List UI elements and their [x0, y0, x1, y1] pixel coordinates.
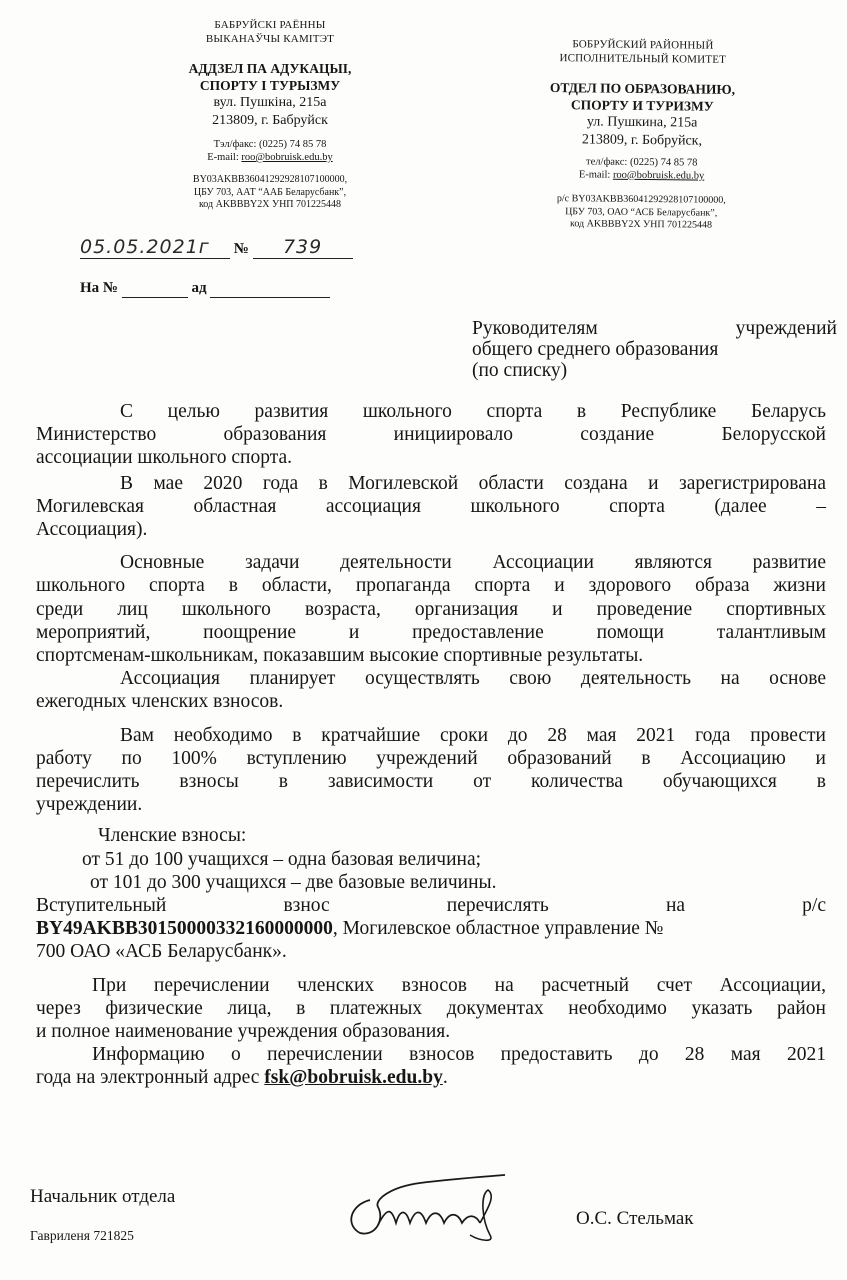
right-letterhead	[521, 37, 763, 233]
left-email-row	[150, 151, 390, 164]
body-line: Ассоциация).	[36, 519, 148, 541]
addressee-line2: общего среднего образования	[472, 339, 719, 360]
addressee-line3: (по списку)	[472, 360, 568, 381]
left-dept-line1: АДДЗЕЛ ПА АДУКАЦЫІ,	[188, 61, 352, 76]
account-rest: , Могилевское областное управление №	[332, 918, 664, 940]
left-org-line1: БАБРУЙСКІ РАЁННЫ	[214, 19, 326, 31]
body-line: Министерство образования инициировало создание Белорусской	[36, 424, 826, 446]
right-phone: тел/факс: (0225) 74 85 78	[586, 156, 698, 169]
fee-item: от 51 до 100 учащихся – одна базовая величина;	[82, 848, 482, 870]
right-bank2: ЦБУ 703, ОАО “АСБ Беларусбанк”,	[565, 205, 718, 219]
number-handwritten: 739	[282, 236, 323, 258]
right-email-label: E-mail:	[578, 169, 614, 181]
fee-item: от 101 до 300 учащихся – две базовые величины.	[90, 871, 497, 893]
body-line: и полное наименование учреждения образования.	[36, 1021, 451, 1043]
body-line: Вступительный взнос перечислять на р/с	[36, 895, 826, 917]
right-bank3: код AKBBBY2X УНП 701225448	[569, 218, 713, 231]
right-street: ул. Пушкина, 215а	[586, 114, 698, 131]
right-dept-line2: СПОРТУ И ТУРИЗМУ	[570, 97, 714, 114]
date-field	[80, 236, 230, 259]
registration-date-row	[80, 236, 370, 259]
body-line: ежегодных членских взносов.	[36, 691, 284, 713]
left-bank3: код AKBBBY2X УНП 701225448	[198, 199, 342, 210]
number-field	[253, 236, 353, 259]
addressee-word2: учреждений	[735, 318, 837, 339]
body-line: Основные задачи деятельности Ассоциации являются развитие	[120, 552, 826, 574]
account-line	[36, 917, 826, 940]
left-dept-line2: СПОРТУ І ТУРЫЗМУ	[199, 78, 341, 93]
reference-date-field	[210, 280, 330, 298]
signatory-position: Начальник отдела	[30, 1186, 176, 1207]
reference-date-label: ад	[191, 280, 207, 296]
right-dept-line1: ОТДЕЛ ПО ОБРАЗОВАНИЮ,	[549, 80, 736, 97]
left-bank2: ЦБУ 703, ААТ “ААБ Беларусбанк”,	[193, 186, 347, 198]
body-line: работу по 100% вступлению учреждений образований в Ассоциацию и	[36, 747, 826, 769]
right-org-line2: ИСПОЛНИТЕЛЬНЫЙ КОМИТЕТ	[559, 52, 727, 66]
executor-note: Гавриленя 721825	[30, 1228, 134, 1243]
body-line: Информацию о перечислении взносов предоставить до 28 мая 2021	[92, 1044, 826, 1066]
left-email-label: E-mail:	[207, 152, 242, 163]
body-line: через физические лица, в платежных документах необходимо указать район	[36, 997, 826, 1019]
body-line: 700 ОАО «АСБ Беларусбанк».	[36, 941, 287, 963]
account-number: BY49AKBB30150000332160000000	[36, 918, 333, 940]
body-line: учреждении.	[36, 794, 143, 816]
right-city: 213809, г. Бобруйск,	[581, 132, 703, 149]
body-line: С целью развития школьного спорта в Республике Беларусь	[120, 401, 826, 422]
letter-body	[36, 400, 826, 1090]
body-line: При перечислении членских взносов на расчетный счет Ассоциации,	[92, 974, 826, 996]
association-email: fsk@bobruisk.edu.by	[264, 1067, 443, 1089]
addressee-word1: Руководителям	[472, 318, 598, 339]
body-line: Ассоциация планирует осуществлять свою деятельность на основе	[120, 668, 826, 690]
body-line: мероприятий, поощрение и предоставление помощи талантливым	[36, 621, 826, 643]
body-line: школьного спорта в области, пропаганда спорта и здорового образа жизни	[36, 575, 826, 597]
fees-title: Членские взносы:	[98, 825, 247, 847]
reference-row	[80, 280, 370, 298]
body-line: спортсменам-школьникам, показавшим высокие спортивные результаты.	[36, 645, 644, 667]
addressee-line1	[472, 318, 837, 339]
body-line: В мае 2020 года в Могилевской области создана и зарегистрирована	[120, 472, 826, 494]
body-line: Могилевская областная ассоциация школьного спорта (далее –	[36, 495, 826, 517]
email-line-end: .	[442, 1067, 448, 1089]
body-line: перечислить взносы в зависимости от количества обучающихся в	[36, 771, 826, 793]
body-line: ассоциации школьного спорта.	[36, 447, 292, 469]
reference-number-label: На №	[80, 280, 118, 296]
body-line: среди лиц школьного возраста, организация и проведение спортивных	[36, 598, 826, 620]
reference-number-field	[122, 280, 188, 298]
right-bank1: р/с BY03AKBB36041292928107100000,	[556, 193, 726, 206]
left-org-line2: ВЫКАНАЎЧЫ КАМІТЭТ	[205, 33, 335, 45]
number-label: №	[233, 241, 249, 257]
right-org-line1: БОБРУЙСКИЙ РАЙОННЫЙ	[572, 38, 714, 52]
email-line	[36, 1066, 826, 1089]
left-street: вул. Пушкіна, 215а	[213, 95, 327, 110]
left-letterhead	[150, 18, 390, 212]
body-line: Вам необходимо в кратчайшие сроки до 28 мая 2021 года провести	[120, 724, 826, 746]
left-city: 213809, г. Бабруйск	[212, 113, 328, 128]
right-email: roo@bobruisk.edu.by	[612, 169, 705, 182]
email-line-text: года на электронный адрес	[36, 1067, 265, 1089]
date-handwritten: 05.05.2021г	[80, 236, 210, 258]
signatory-name: О.С. Стельмак	[576, 1208, 694, 1229]
left-phone: Тэл/факс: (0225) 74 85 78	[213, 139, 327, 150]
left-bank1: BY03AKBB36041292928107100000,	[192, 174, 348, 185]
handwritten-signature	[330, 1165, 520, 1245]
addressee-block	[472, 318, 837, 381]
left-email: roo@bobruisk.edu.by	[241, 152, 333, 163]
